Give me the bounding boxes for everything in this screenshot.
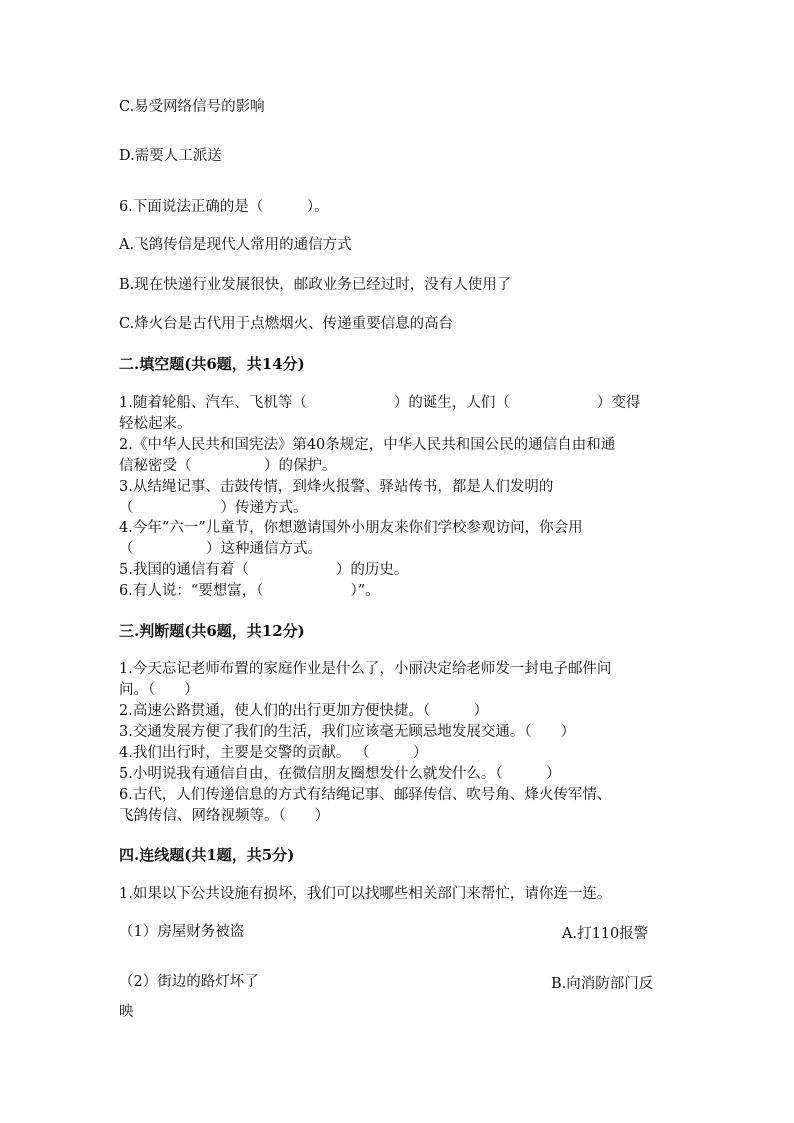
section-4-title: 四.连线题(共1题，共5分) (119, 846, 295, 864)
section-2-line: （ ）传递方式。 (119, 500, 308, 516)
section-4-stem: 1.如果以下公共设施有损坏，我们可以找哪些相关部门来帮忙，请你连一连。 (119, 886, 612, 902)
mc-option-c: C.易受网络信号的影响 (119, 99, 265, 115)
section-2-line: 3.从结绳记事、击鼓传情，到烽火报警、驿站传书，都是人们发明的 (119, 479, 554, 495)
section-2-line: 信秘密受（ ）的保护。 (119, 458, 337, 474)
matching-right-a: A.打110报警 (562, 926, 649, 942)
section-3-title: 三.判断题(共6题，共12分) (119, 622, 305, 640)
question-6-option-a: A.飞鸽传信是现代人常用的通信方式 (119, 237, 352, 253)
section-2-line: （ ）这种通信方式。 (119, 541, 322, 557)
section-3-line: 问。（ ） (119, 682, 199, 698)
section-2-line: 轻松起来。 (119, 416, 192, 432)
section-3-line: 3.交通发展方便了我们的生活，我们应该毫无顾忌地发展交通。（ ） (119, 724, 576, 740)
matching-right-b: B.向消防部门反 (551, 976, 654, 992)
section-3-line: 飞鸽传信、网络视频等。（ ） (119, 808, 330, 824)
question-6-option-c: C.烽火台是古代用于点燃烟火、传递重要信息的高台 (119, 316, 454, 332)
section-2-title: 二.填空题(共6题，共14分) (119, 355, 305, 373)
section-3-line: 5.小明说我有通信自由，在微信朋友圈想发什么就发什么。（ ） (119, 766, 561, 782)
section-2-line: 1.随着轮船、汽车、飞机等（ ）的诞生，人们（ ）变得 (119, 395, 641, 411)
section-3-line: 2.高速公路贯通，使人们的出行更加方便快捷。（ ） (119, 703, 489, 719)
section-3-line: 4.我们出行时，主要是交警的贡献。 （ ） (119, 745, 428, 761)
section-3-line: 1.今天忘记老师布置的家庭作业是什么了，小丽决定给老师发一封电子邮件问 (119, 661, 612, 677)
section-2-line: 5.我国的通信有着（ ）的历史。 (119, 562, 409, 578)
matching-left-1: （1）房屋财务被盗 (119, 924, 245, 940)
question-6-stem: 6.下面说法正确的是（ ）。 (119, 199, 329, 215)
section-2-line: 6.有人说：“要想富，（ ）”。 (119, 583, 380, 599)
question-6-option-b: B.现在快递行业发展很快，邮政业务已经过时，没有人使用了 (119, 277, 512, 293)
section-3-line: 6.古代，人们传递信息的方式有结绳记事、邮驿传信、吹号角、烽火传军情、 (119, 787, 612, 803)
matching-left-2: （2）街边的路灯坏了 (119, 974, 259, 990)
section-2-line: 4.今年“六一”儿童节，你想邀请国外小朋友来你们学校参观访问，你会用 (119, 520, 583, 536)
section-2-line: 2.《中华人民共和国宪法》第40条规定，中华人民共和国公民的通信自由和通 (119, 437, 616, 453)
matching-right-b-continued: 映 (119, 1004, 134, 1020)
mc-option-d: D.需要人工派送 (119, 148, 222, 164)
